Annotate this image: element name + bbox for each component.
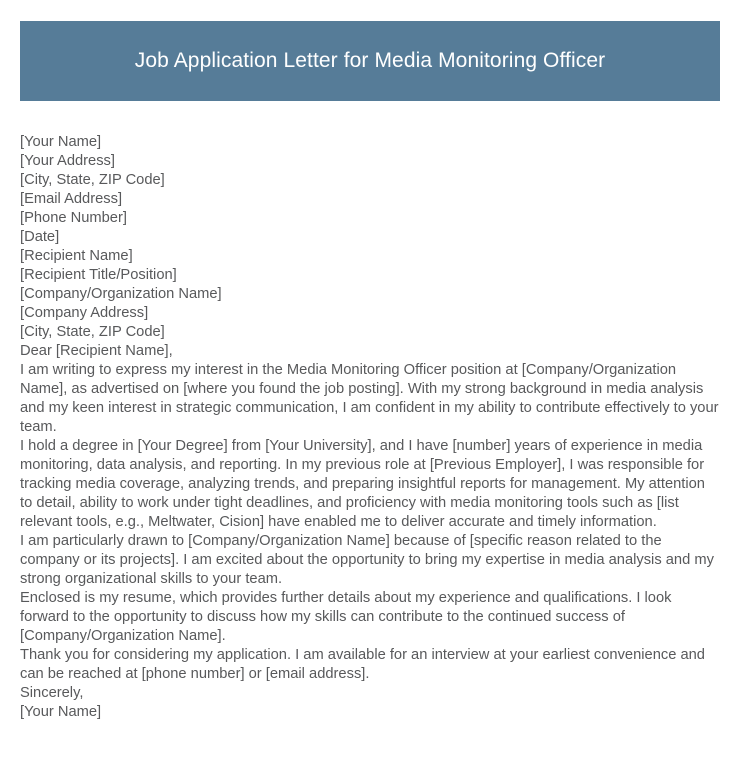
signature-name: [Your Name]	[20, 704, 102, 720]
paragraph-4: Enclosed is my resume, which provides further details about my experience and qualifications. I look forward to the opportunity to discuss how my skills can contribute to the continued success of [Company/Organization Name].	[20, 590, 672, 644]
page-title: Job Application Letter for Media Monitoring Officer	[134, 49, 606, 73]
sender-phone: [Phone Number]	[20, 210, 127, 226]
sender-city-state-zip: [City, State, ZIP Code]	[20, 172, 165, 188]
paragraph-3: I am particularly drawn to [Company/Organization Name] because of [specific reason related to the company or its projects]. I am excited about the opportunity to bring my expertise in media analysis and my strong organizational skills to your team.	[20, 533, 714, 587]
sender-name: [Your Name]	[20, 134, 102, 150]
letter-header-banner	[20, 21, 720, 101]
recipient-company: [Company/Organization Name]	[20, 286, 222, 302]
salutation: Dear [Recipient Name],	[20, 343, 173, 359]
recipient-name: [Recipient Name]	[20, 248, 133, 264]
paragraph-2: I hold a degree in [Your Degree] from [Your University], and I have [number] years of experience in media monitoring, data analysis, and reporting. In my previous role at [Previous Employer], I was responsible for tracking media coverage, analyzing trends, and preparing insightful reports for management. My attention to detail, ability to work under tight deadlines, and proficiency with media monitoring tools such as [list relevant tools, e.g., Meltwater, Cision] have enabled me to deliver accurate and timely information.	[20, 438, 705, 530]
date: [Date]	[20, 229, 60, 245]
paragraph-5: Thank you for considering my application. I am available for an interview at your earliest convenience and can be reached at [phone number] or [email address].	[20, 647, 705, 682]
sender-address: [Your Address]	[20, 153, 115, 169]
sender-email: [Email Address]	[20, 191, 123, 207]
closing: Sincerely,	[20, 685, 84, 701]
recipient-city-state-zip: [City, State, ZIP Code]	[20, 324, 165, 340]
letter-body	[20, 133, 721, 722]
recipient-title: [Recipient Title/Position]	[20, 267, 177, 283]
paragraph-1: I am writing to express my interest in the Media Monitoring Officer position at [Company/Organization Name], as advertised on [where you found the job posting]. With my strong background in media analysis and my keen interest in strategic communication, I am confident in my ability to contribute effectively to your team.	[20, 362, 719, 435]
recipient-address: [Company Address]	[20, 305, 149, 321]
